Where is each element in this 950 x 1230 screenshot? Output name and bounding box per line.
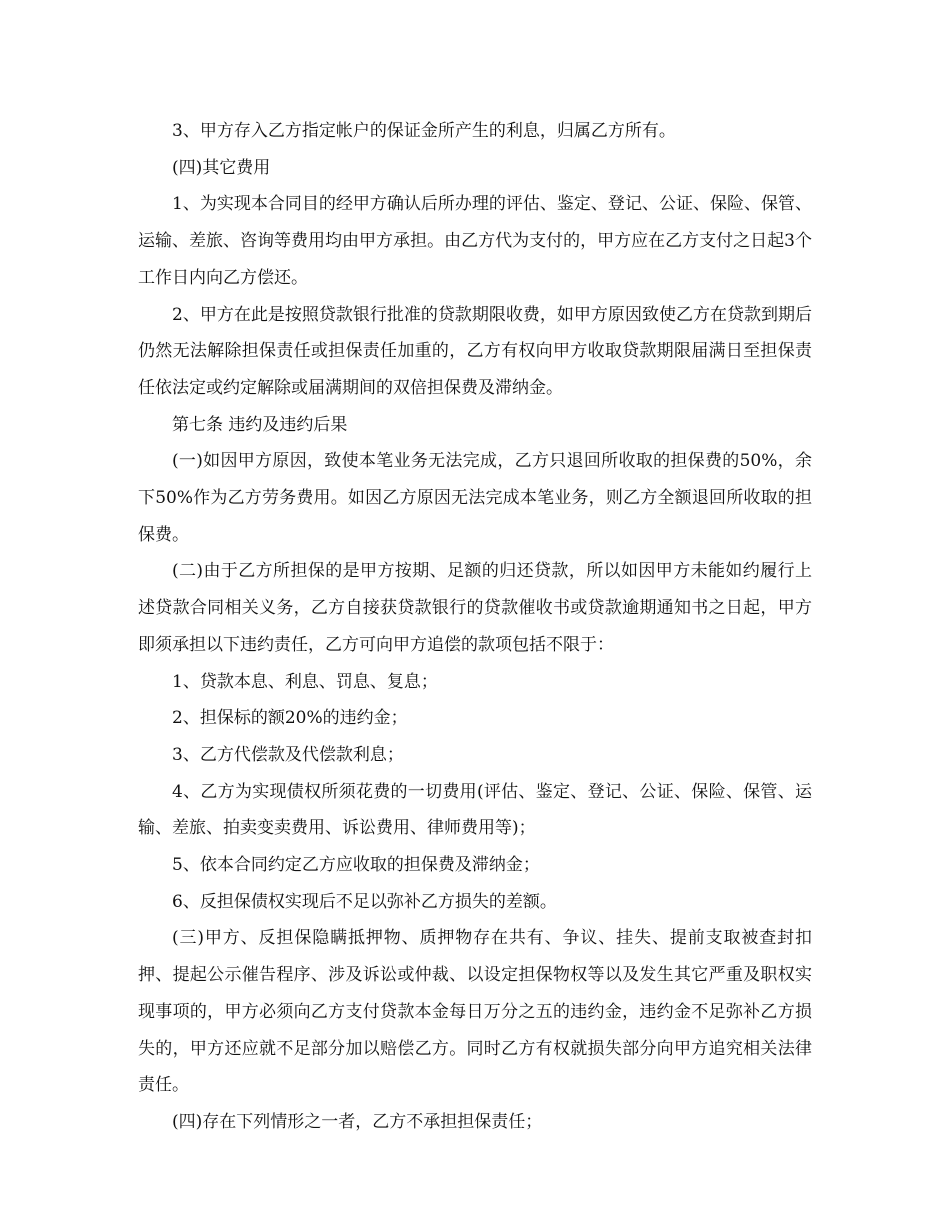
paragraph-breach-1: (一)如因甲方原因，致使本笔业务无法完成，乙方只退回所收取的担保费的50%，余下50%作为乙方劳务费用。如因乙方原因无法完成本笔业务，则乙方全额退回所收取的担保费。 [138, 451, 812, 545]
list-item-6: 6、反担保债权实现后不足以弥补乙方损失的差额。 [172, 891, 557, 912]
paragraph-fees-borne: 1、为实现本合同目的经甲方确认后所办理的评估、鉴定、登记、公证、保险、保管、运输、差旅、咨询等费用均由甲方承担。由乙方代为支付的，甲方应在乙方支付之日起3个工作日内向乙方偿还。 [138, 194, 812, 288]
list-item-3: 3、乙方代偿款及代偿款利息； [172, 744, 404, 765]
list-item-1: 1、贷款本息、利息、罚息、复息； [172, 671, 438, 692]
article-heading-breach: 第七条 违约及违约后果 [172, 414, 348, 435]
document-page [138, 113, 812, 1141]
section-heading-other-fees: (四)其它费用 [172, 157, 271, 178]
paragraph-interest-ownership: 3、甲方存入乙方指定帐户的保证金所产生的利息，归属乙方所有。 [172, 121, 676, 141]
paragraph-breach-2: (二)由于乙方所担保的是甲方按期、足额的归还贷款，所以如因甲方未能如约履行上述贷款合同相关义务，乙方自接获贷款银行的贷款催收书或贷款逾期通知书之日起，甲方即须承担以下违约责任，乙方可向甲方追偿的款项包括不限于： [138, 561, 812, 655]
list-item-5: 5、依本合同约定乙方应收取的担保费及滞纳金； [172, 855, 540, 876]
paragraph-breach-4: (四)存在下列情形之一者，乙方不承担担保责任； [172, 1111, 543, 1132]
paragraph-double-fee: 2、甲方在此是按照贷款银行批准的贷款期限收费，如甲方原因致使乙方在贷款到期后仍然无法解除担保责任或担保责任加重的，乙方有权向甲方收取贷款期限届满日至担保责任依法定或约定解除或届满期间的双倍担保费及滞纳金。 [138, 304, 812, 398]
paragraph-breach-3: (三)甲方、反担保隐瞒抵押物、质押物存在共有、争议、挂失、提前支取被查封扣押、提起公示催告程序、涉及诉讼或仲裁、以设定担保物权等以及发生其它严重及职权实现事项的，甲方必须向乙方支付贷款本金每日万分之五的违约金，违约金不足弥补乙方损失的，甲方还应就不足部分加以赔偿乙方。同时乙方有权就损失部分向甲方追究相关法律责任。 [138, 928, 812, 1096]
list-item-4: 4、乙方为实现债权所须花费的一切费用(评估、鉴定、登记、公证、保险、保管、运输、差旅、拍卖变卖费用、诉讼费用、律师费用等)； [138, 781, 812, 839]
list-item-2: 2、担保标的额20%的违约金； [172, 708, 408, 729]
